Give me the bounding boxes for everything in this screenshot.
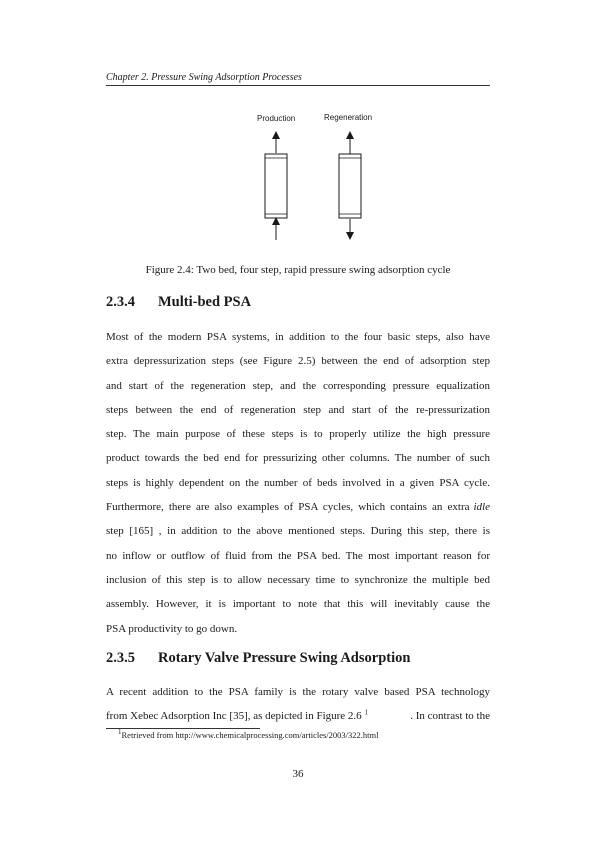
section-heading-rotary-valve (106, 650, 410, 667)
section-number: 2.3.4 (106, 294, 135, 310)
section-title: Multi-bed PSA (158, 294, 252, 310)
paragraph-line (106, 495, 490, 519)
footnote-text: Retrieved from http://www.chemicalprocessing.com/articles/2003/322.html (121, 730, 379, 740)
paragraph-line: step [165] , in addition to the above mentioned steps. During this step, there is (106, 525, 490, 538)
section-title: Rotary Valve Pressure Swing Adsorption (158, 650, 411, 666)
footnote-ref[interactable]: 1 (364, 708, 368, 717)
paragraph-line: steps is highly dependent on the number of beds involved in a given PSA cycle. (106, 476, 490, 489)
footnote-rule (106, 728, 260, 729)
page-number: 36 (292, 768, 304, 780)
paragraph-line: product towards the bed end for pressurizing other columns. The number of such (106, 452, 490, 465)
section-number: 2.3.5 (106, 650, 135, 666)
paragraph-line-text (106, 704, 368, 728)
regeneration-bed (339, 154, 361, 218)
paragraph-line: extra depressurization steps (see Figure 2.5) between the end of adsorption step (106, 355, 490, 368)
regeneration-column (339, 135, 361, 236)
paragraph-line: A recent addition to the PSA family is the rotary valve based PSA technology (106, 686, 490, 698)
section-heading-multi-bed (106, 294, 251, 311)
paragraph-line: PSA productivity to go down. (106, 622, 238, 635)
paragraph-line: Most of the modern PSA systems, in addition to the four basic steps, also have (106, 331, 490, 343)
regeneration-label: Regeneration (324, 113, 373, 122)
footnote-mark: 1 (118, 728, 122, 737)
paragraph-line: no inflow or outflow of fluid from the PSA bed. The most important reason for (106, 549, 490, 562)
paragraph-line: steps between the end of regeneration step and start of the re-pressurization (106, 403, 490, 416)
line-text: from Xebec Adsorption Inc [35], as depicted in Figure 2.6 (106, 710, 362, 723)
paragraph-line-text: Furthermore, there are also examples of PSA cycles, which contains an extra (106, 501, 470, 514)
footnote (118, 730, 378, 740)
psa-diagram (106, 108, 490, 248)
production-column (265, 135, 287, 240)
production-bed (265, 154, 287, 218)
line-tail: . In contrast to the (410, 710, 490, 723)
multi-bed-paragraph (106, 325, 490, 641)
paragraph-line: assembly. However, it is important to note that this will inevitably cause the (106, 598, 490, 611)
paragraph-line: inclusion of this step is to allow necessary time to synchronize the multiple bed (106, 573, 490, 586)
psa-cycle-figure (106, 108, 490, 248)
rotary-valve-paragraph (106, 680, 490, 729)
running-head: Chapter 2. Pressure Swing Adsorption Processes (106, 72, 490, 86)
paragraph-line (106, 704, 490, 728)
idle-term: idle (473, 501, 490, 514)
paragraph-line: step. The main purpose of these steps is to properly utilize the high pressure (106, 428, 490, 441)
figure-caption: Figure 2.4: Two bed, four step, rapid pressure swing adsorption cycle (145, 264, 451, 276)
production-label: Production (257, 114, 296, 123)
paragraph-line: and start of the regeneration step, and the corresponding pressure equalization (106, 379, 490, 392)
